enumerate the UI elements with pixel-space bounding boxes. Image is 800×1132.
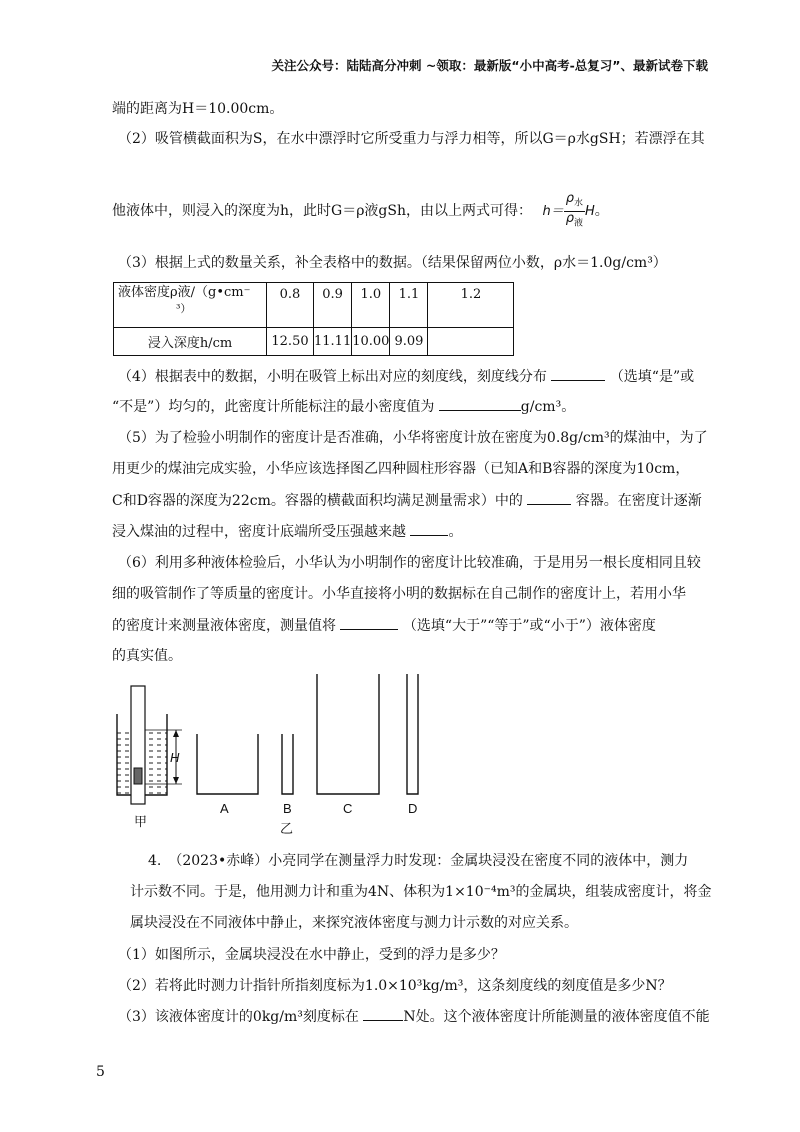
text-line [118,366,694,387]
text-span: 容器。在密度计逐渐 [575,493,702,509]
text-span: 的密度计来测量液体密度，测量值将 [112,618,336,634]
text-line [112,521,462,542]
text-line: （2）吸管横截面积为S，在水中漂浮时它所受重力与浮力相等，所以G＝ρ水gSH；若漂浮在其 [118,131,705,147]
container-d [407,674,418,816]
table-cell: 11.11 [314,328,352,356]
weight-plug [134,768,142,784]
container-jia [117,686,182,830]
container-c [317,674,379,816]
table-cell: 1.1 [390,283,428,328]
container-b [280,734,293,837]
table-label: 液体密度ρ液/（g•cm⁻ [118,285,251,300]
text-span: （选填“大于”“等于”或“小于”）液体密度 [402,618,656,634]
text-span: （3）该液体密度计的0kg/m³刻度标在 [118,1009,359,1025]
text-line [112,396,575,417]
table-cell: 9.09 [390,328,428,356]
formula-end: 。 [594,203,609,220]
table-cell: 0.9 [314,283,352,328]
text-span: （选填“是”或 [609,369,695,385]
answer-blank[interactable] [439,396,521,411]
text-span: （4）根据表中的数据，小明在吸管上标出对应的刻度线，刻度线分布 [118,369,547,385]
answer-blank[interactable] [410,521,448,536]
text-span: C和D容器的深度为22cm。容器的横截面积均满足测量需求）中的 [112,493,523,509]
container-label: C [343,801,353,816]
formula-lhs: h＝ [542,204,564,220]
text-line: 细的吸管制作了等质量的密度计。小华直接将小明的数据标在自己制作的密度计上，若用小华 [112,586,686,602]
table-cell: 1.2 [428,283,514,328]
text-line: （6）利用多种液体检验后，小华认为小明制作的密度计比较准确，于是用另一根长度相同且较 [118,555,701,571]
text-line [112,490,702,511]
figure-yi-label: 乙 [280,822,294,837]
density-formula [542,191,609,229]
text-line: （3）根据上式的数量关系，补全表格中的数据。（结果保留两位小数，ρ水＝1.0g/cm³） [118,255,667,271]
table-cell [428,328,514,356]
container-a [197,734,258,816]
text-line [112,615,656,636]
text-span: 他液体中，则浸入的深度为h，此时G＝ρ液gSh，由以上两式可得： [112,203,532,220]
text-line [118,1006,710,1027]
formula-num-rho: ρ [565,191,574,206]
table-label: ³） [176,302,192,315]
text-line: 的真实值。 [112,648,182,664]
text-line: 用更少的煤油完成实验，小华应该选择图乙四种圆柱形容器（已知A和B容器的深度为10cm， [112,461,690,477]
table-row [114,328,514,356]
text-line: 计示数不同。于是，他用测力计和重为4N、体积为1×10⁻⁴m³的金属块，组装成密度计，将金 [130,884,712,900]
h-label: H [170,750,180,765]
text-line: （1）如图所示，金属块浸没在水中静止，受到的浮力是多少？ [118,947,505,963]
text-line: （5）为了检验小明制作的密度计是否准确，小华将密度计放在密度为0.8g/cm³的煤油中，为了 [118,430,708,446]
text-span: g/cm³。 [520,399,576,415]
table-cell: 10.00 [352,328,390,356]
answer-blank[interactable] [340,615,398,630]
answer-blank[interactable] [551,366,605,381]
formula-den-sub: 液 [573,218,583,229]
answer-blank[interactable] [363,1006,403,1021]
formula-den-rho: ρ [565,210,574,226]
apparatus-figure [100,670,440,840]
text-line: 4. （2023•赤峰）小亮同学在测量浮力时发现：金属块浸没在密度不同的液体中，测力 [148,853,689,869]
formula-fraction [564,192,585,230]
page-number: 5 [96,1064,105,1080]
table-cell: 1.0 [352,283,390,328]
table-header-cell [114,283,267,328]
text-line: （2）若将此时测力计指针所指刻度标为1.0×10³kg/m³，这条刻度线的刻度值是多少N？ [118,978,672,994]
table-row [114,283,514,328]
page-header: 关注公众号：陆陆高分冲刺 ~领取：最新版“小中高考-总复习”、最新试卷下载 [271,58,708,73]
container-label: A [220,801,229,816]
text-span: N处。这个液体密度计所能测量的液体密度值不能 [403,1009,710,1025]
text-span: “不是”）均匀的，此密度计所能标注的最小密度值为 [112,399,435,415]
text-line [112,192,609,230]
figure-jia-label: 甲 [134,815,148,830]
formula-rhs: H [584,204,595,220]
table-header-cell: 浸入深度h/cm [114,328,267,356]
formula-num-sub: 水 [573,198,583,209]
container-label: B [283,801,292,816]
text-span: 。 [448,524,463,540]
container-label: D [408,801,418,816]
text-line: 端的距离为H＝10.00cm。 [112,101,284,117]
straw-densimeter [131,686,145,804]
table-cell: 0.8 [267,283,314,328]
density-table [113,282,514,356]
answer-blank[interactable] [527,490,571,505]
text-span: 浸入煤油的过程中，密度计底端所受压强越来越 [112,524,406,540]
text-line: 属块浸没在不同液体中静止，来探究液体密度与测力计示数的对应关系。 [130,915,578,931]
table-cell: 12.50 [267,328,314,356]
